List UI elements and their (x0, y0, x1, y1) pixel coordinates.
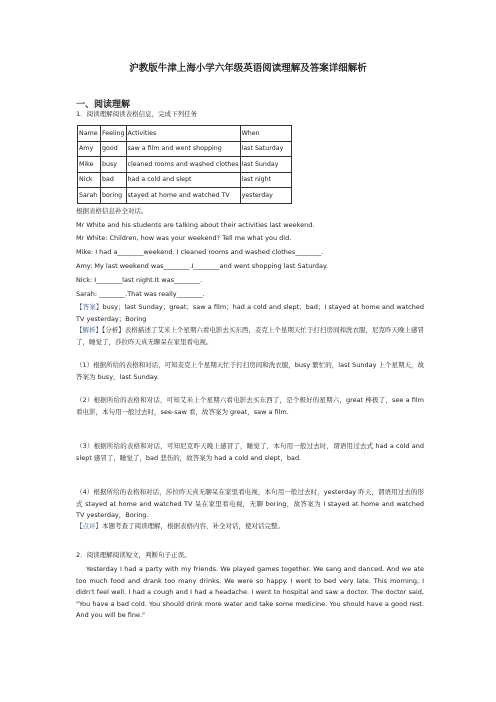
table-cell: good (101, 141, 127, 157)
analysis-point: （2）根据所给的表格和对话，可知艾米上个星期六看电影去买东西了，是个极好的星期六，great 棒极了，see a film 看电影，本句用一般过去时，see-saw 看，故答案为 great，saw a film. (76, 396, 424, 416)
table-header-row (78, 126, 292, 142)
table-row (78, 157, 292, 173)
answer-label: 【答案】 (76, 303, 103, 311)
table-cell: busy (101, 157, 127, 173)
header-cell: Feeling (101, 126, 127, 142)
analysis-block (76, 325, 424, 348)
table-cell: last Sunday (240, 157, 291, 173)
reading-passage: Yesterday I had a party with my friends. We played games together. We sang and danced. And we ate too much food and drank too many drinks. We were so happy. I went to bed very late. This morning, I didn't feel well. I had a cough and I had a headache. I went to hospital and saw a doctor. The doctor said, "You have a bad cold. You should drink more water and take some medicine. You should have a good rest. And you will be fine." (76, 565, 424, 619)
header-cell: When (240, 126, 291, 142)
table-cell: bad (101, 172, 127, 188)
table-cell: boring (101, 188, 127, 204)
analysis-text: 【分析】表格描述了艾米上个星期六看电影去买东西，麦克上个星期天忙于打扫房间和洗衣服，尼克昨天晚上感冒了，睡觉了，莎拉昨天真无聊呆在家里看电视。 (76, 326, 425, 346)
dialogue-line: Mr White and his students are talking about their activities last weekend. (76, 221, 315, 229)
table-row (78, 172, 292, 188)
dialogue-line: Mike: I had a________weekend. I cleaned rooms and washed clothes________. (76, 248, 324, 256)
analysis-point: （1）根据所给的表格和对话，可知麦克上个星期天忙于打扫房间和洗衣服，busy 繁忙的，last Sunday 上个星期天，故答案为 busy，last Sunday. (76, 361, 424, 381)
dialogue-line: Mr White: Children, how was your weekend? Tell me what you did. (76, 234, 292, 242)
table-cell: saw a film and went shopping (126, 141, 240, 157)
table-row (78, 141, 292, 157)
table-cell: Mike (78, 157, 101, 173)
dialogue-line: Nick: I________last night.It was________. (76, 276, 203, 284)
question-2-prompt: 2．阅读理解阅读短文，判断句子正误。 (76, 551, 191, 559)
section-heading: 一、阅读理解 (76, 100, 131, 110)
comment-block (76, 521, 424, 533)
comment-label: 【点评】 (76, 522, 102, 530)
header-cell: Name (78, 126, 101, 142)
dialogue-line: Amy: My last weekend was________.I________and went shopping last Saturday. (76, 262, 328, 270)
analysis-label: 【解析】 (76, 326, 103, 334)
header-cell: Activities (126, 126, 240, 142)
table-cell: stayed at home and watched TV (126, 188, 240, 204)
table-cell: had a cold and slept (126, 172, 240, 188)
table-cell: last Saturday (240, 141, 291, 157)
analysis-point: （4）根据所给的表格和对话，莎拉昨天真无聊呆在家里看电视，本句用一般过去时，yesterday 昨天，谓语用过去的形式 stayed at home and watched TV 呆在家里看电视，无聊 boring，故答案为 I stayed at home and watched TV yesterday，Boring. (76, 488, 424, 519)
table-cell: Amy (78, 141, 101, 157)
table-cell: last night (240, 172, 291, 188)
table-cell: yesterday (240, 188, 291, 204)
table-cell: Nick (78, 172, 101, 188)
table-cell: cleaned rooms and washed clothes (126, 157, 240, 173)
comment-text: 本题考查了阅读理解，根据表格内容，补全对话，使对话完整。 (102, 522, 284, 530)
answer-text: busy；last Sunday；great；saw a film；had a cold and slept；bad；I stayed at home and watched TV yesterday；Boring (76, 303, 425, 323)
question-1-prompt: 1．阅读理解阅读表格信息，完成下列任务 (76, 110, 198, 118)
dialogue-line: Sarah: ________.That was really________. (76, 290, 205, 298)
answer-block (76, 302, 424, 325)
table-cell: Sarah (78, 188, 101, 204)
document-title: 沪教版牛津上海小学六年级英语阅读理解及答案详细解析 (129, 63, 367, 74)
table-row (78, 188, 292, 204)
analysis-point: （3）根据所给的表格和对话，可知尼克昨天晚上感冒了，睡觉了，本句用一般过去时，谓语用过去式 had a cold and slept 感冒了，睡觉了，bad 悲伤的，故答案为 had a cold and slept，bad. (76, 442, 424, 462)
instruction: 根据表格信息补全对话。 (76, 207, 148, 215)
info-table (77, 125, 292, 204)
